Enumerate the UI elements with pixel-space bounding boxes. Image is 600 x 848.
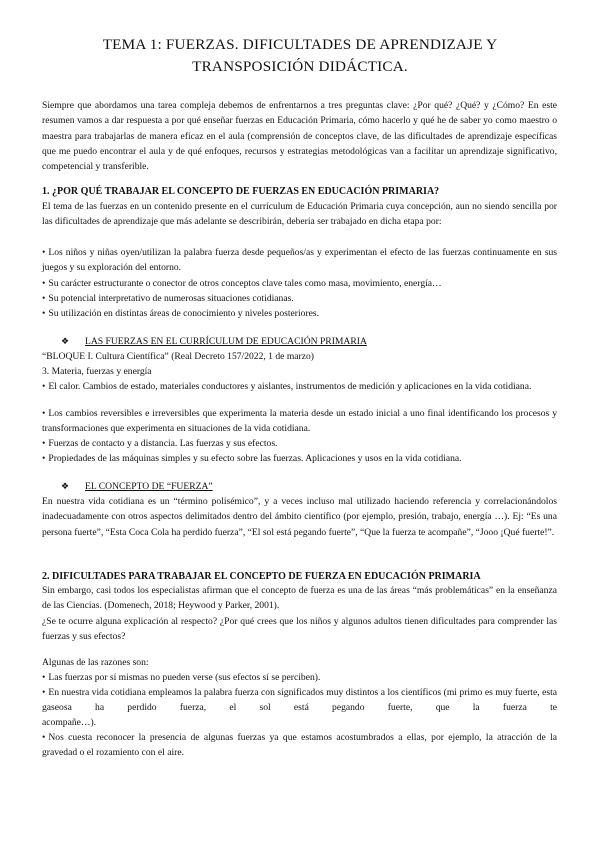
reason-bullet-2: • En nuestra vida cotidiana empleamos la palabra fuerza con significados muy distintos a los científicos (mi primo es muy fuerte, esta gaseosa ha perdido fuerza, el sol está pegando fuerte, que la fuerza te (42, 685, 557, 716)
diamond-bullet-icon: ❖ (61, 336, 70, 346)
section-1-heading: 1. ¿POR QUÉ TRABAJAR EL CONCEPTO DE FUERZAS EN EDUCACIÓN PRIMARIA? (42, 186, 440, 197)
diamond-bullet-icon: ❖ (61, 481, 70, 491)
title-line-2: TRANSPOSICIÓN DIDÁCTICA. (192, 58, 408, 75)
section-1-paragraph: El tema de las fuerzas en un contenido presente en el currículum de Educación Primaria cuya concepción, aun no siendo sencilla por las dificultades de aprendizaje que más adelante se describirán, debería ser trabajado en dicha etapa por: (42, 201, 557, 228)
curriculum-bullet-1: • El calor. Cambios de estado, materiales conductores y aislantes, instrumentos de medición y aplicaciones en la vida cotidiana. (42, 379, 557, 394)
section-2-paragraph: Sin embargo, casi todos los especialistas afirman que el concepto de fuerza es una de las áreas “más problemáticas” en la enseñanza de las Ciencias. (Domenech, 2018; Heywood y Parker, 2001). (42, 585, 557, 612)
section-1-bullet-1: • Los niños y niñas oyen/utilizan la palabra fuerza desde pequeños/as y experimentan el efecto de las fuerzas continuamente en sus juegos y su exploración del entorno. (42, 245, 557, 276)
document-title (40, 34, 560, 78)
reason-bullet-1: • Las fuerzas por sí mismas no pueden verse (sus efectos sí se perciben). (42, 670, 557, 685)
title-line-1: TEMA 1: FUERZAS. DIFICULTADES DE APRENDIZAJE Y (102, 36, 498, 53)
curriculum-bullet-4: • Propiedades de las máquinas simples y su efecto sobre las fuerzas. Aplicaciones y usos en la vida cotidiana. (42, 451, 557, 466)
curriculum-heading: ❖ LAS FUERZAS EN EL CURRÍCULUM DE EDUCACIÓN PRIMARIA (42, 334, 576, 349)
reasons-intro: Algunas de las razones son: (42, 657, 149, 668)
curriculum-block-line: “BLOQUE I. Cultura Científica” (Real Decreto 157/2022, 1 de marzo) (42, 351, 314, 362)
concept-heading: ❖ EL CONCEPTO DE “FUERZA” (42, 479, 576, 494)
curriculum-subsection-line: 3. Materia, fuerzas y energía (42, 366, 152, 377)
curriculum-bullet-2: • Los cambios reversibles e irreversibles que experimenta la materia desde un estado inicial a uno final identificando los procesos y transformaciones que experimenta en situaciones de la vida cotidiana. (42, 406, 557, 437)
concept-paragraph: En nuestra vida cotidiana es un “término polisémico”, y a veces incluso mal utilizado haciendo referencia y correlacionándolos inadecuadamente con otros aspectos delimitados dentro del ámbito científico (por ejemplo, presión, trabajo, energía …). Ej: “Es una persona fuerte”, “Esta Coca Cola ha perdido fuerza”, “El sol está pegando fuerte”, “Que la fuerza te acompañe”, “Jooo ¡Qué fuerte!”. (42, 496, 557, 538)
intro-paragraph: Siempre que abordamos una tarea compleja debemos de enfrentarnos a tres preguntas clave: ¿Por qué? ¿Qué? y ¿Cómo? En este resumen vamos a dar respuesta a por qué enseñar fuerzas en Educación Primaria, cómo hacerlo y qué he de saber yo como maestro o maestra para trabajarlas de manera eficaz en el aula (comprensión de conceptos clave, de las dificultades de aprendizaje específicas que me puedo encontrar el aula y de qué enfoques, recursos y estrategias metodológicas van a facilitar un aprendizaje significativo, competencial y transferible. (42, 100, 557, 173)
section-1-bullet-2: • Su carácter estructurante o conector de otros conceptos clave tales como masa, movimiento, energía… (42, 276, 557, 291)
reason-bullet-3: • Nos cuesta reconocer la presencia de algunas fuerzas ya que estamos acostumbrados a ellas, por ejemplo, la atracción de la gravedad o el rozamiento con el aire. (42, 730, 557, 761)
curriculum-bullet-3: • Fuerzas de contacto y a distancia. Las fuerzas y sus efectos. (42, 436, 557, 451)
section-2-heading: 2. DIFICULTADES PARA TRABAJAR EL CONCEPTO DE FUERZA EN EDUCACIÓN PRIMARIA (42, 571, 481, 582)
section-1-bullet-4: • Su utilización en distintas áreas de conocimiento y niveles posteriores. (42, 306, 557, 321)
reason-bullet-2-continued: acompañe…). (42, 717, 97, 728)
section-1-bullet-3: • Su potencial interpretativo de numerosas situaciones cotidianas. (42, 291, 557, 306)
section-2-question: ¿Se te ocurre alguna explicación al respecto? ¿Por qué crees que los niños y algunos adultos tienen dificultades para comprender las fuerzas y sus efectos? (42, 616, 557, 643)
